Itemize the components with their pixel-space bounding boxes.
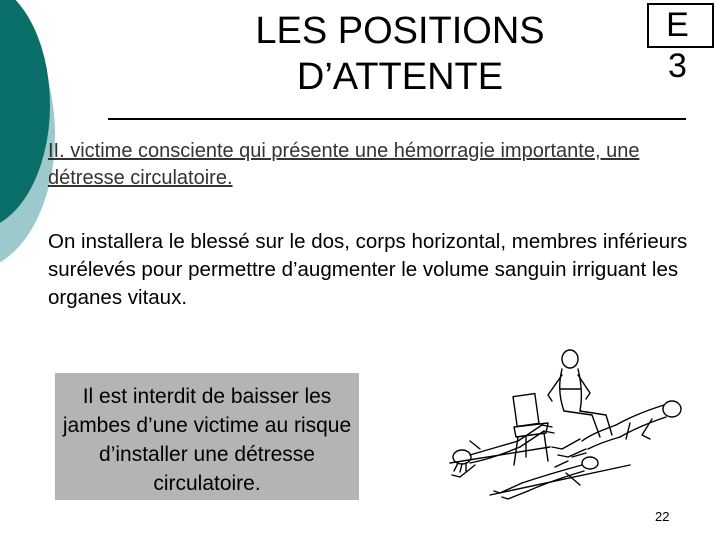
warning-box: Il est interdit de baisser les jambes d’une victime au risque d’installer une détresse circulatoire. (55, 373, 359, 500)
page-number: 22 (655, 509, 670, 524)
victim-legs-on-chair-icon (452, 425, 554, 477)
section-badge: E 3 (647, 3, 714, 48)
victim-lying-lower-icon (494, 457, 598, 499)
first-aider-seated-icon (548, 350, 612, 437)
title-line-1: LES POSITIONS (255, 10, 545, 52)
title-divider (108, 118, 686, 120)
victim-lying-icon (552, 401, 681, 457)
body-paragraph: On installera le blessé sur le dos, corps horizontal, membres inférieurs surélevés pour permettre d’augmenter le volume sanguin irriguant les organes vitaux. (48, 230, 688, 309)
section-subtitle: II. victime consciente qui présente une hémorragie importante, une détresse circulatoire. (48, 140, 640, 189)
slide-title (230, 8, 570, 100)
title-line-2: D’ATTENTE (296, 56, 504, 98)
chair-icon (513, 394, 548, 465)
first-aid-leg-elevation-illustration (430, 345, 695, 505)
